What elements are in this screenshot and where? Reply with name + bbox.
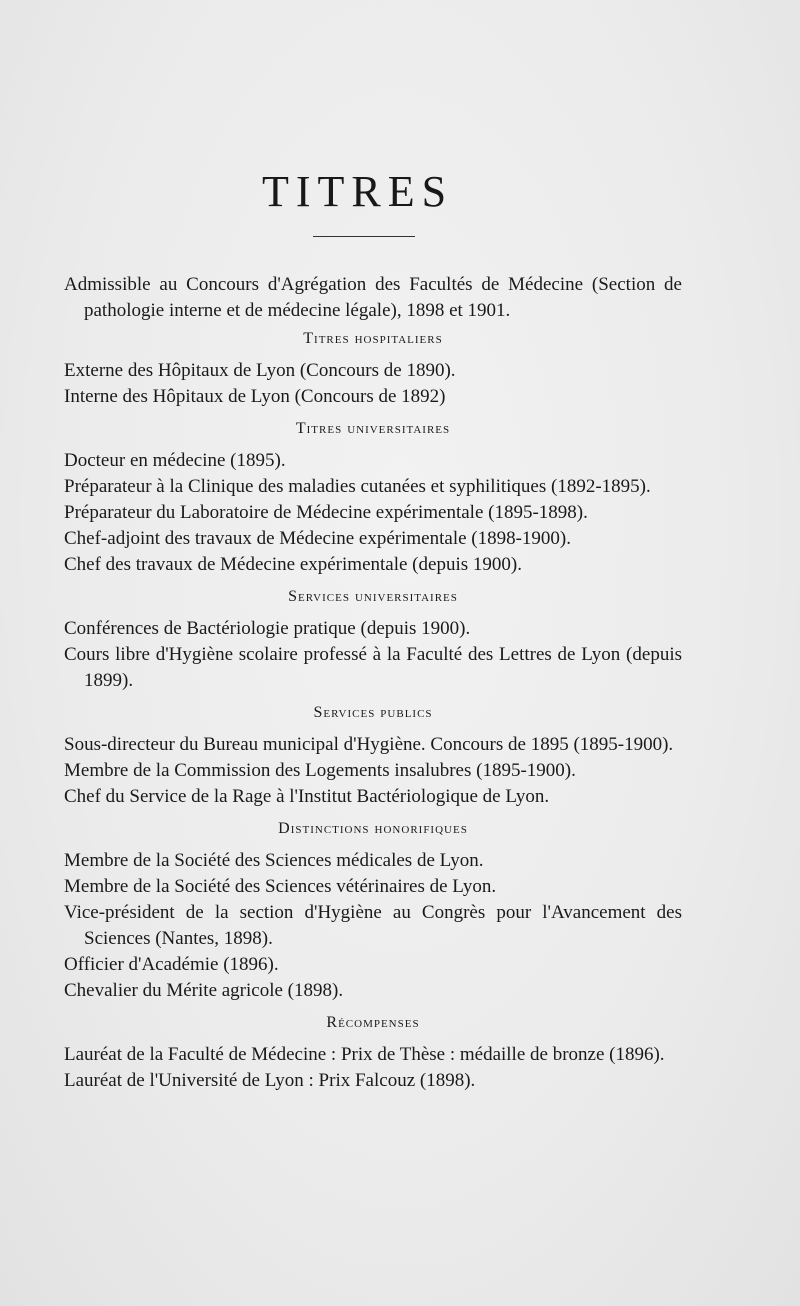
section-heading: Récompenses <box>326 1014 420 1031</box>
list-item: Lauréat de la Faculté de Médecine : Prix de Thèse : médaille de bronze (1896). <box>64 1044 665 1065</box>
section-heading: Titres universitaires <box>295 420 451 437</box>
section-recompenses <box>64 1012 682 1094</box>
section-heading: Titres hospitaliers <box>303 330 443 347</box>
section-heading: Distinctions honorifiques <box>278 820 468 837</box>
list-item: Préparateur du Laboratoire de Médecine expérimentale (1895-1898). <box>64 502 588 523</box>
list-item: Membre de la Société des Sciences vétérinaires de Lyon. <box>64 876 497 897</box>
list-item: Sous-directeur du Bureau municipal d'Hygiène. Concours de 1895 (1895-1900). <box>64 734 674 755</box>
list-item: Interne des Hôpitaux de Lyon (Concours de 1892) <box>64 386 446 407</box>
list-item: Docteur en médecine (1895). <box>64 450 286 471</box>
list-item: Membre de la Commission des Logements insalubres (1895-1900). <box>64 760 576 781</box>
list-item: Chef des travaux de Médecine expérimentale (depuis 1900). <box>64 554 522 575</box>
list-item: Cours libre d'Hygiène scolaire professé à la Faculté des Lettres de Lyon (depuis 1899). <box>64 644 682 691</box>
section-heading: Services publics <box>313 704 433 721</box>
section-distinctions-honorifiques <box>64 818 682 1004</box>
page-title: TITRES <box>261 167 454 216</box>
title-divider <box>313 236 415 237</box>
section-heading: Services universitaires <box>288 588 458 605</box>
list-item: Chef-adjoint des travaux de Médecine expérimentale (1898-1900). <box>64 528 572 549</box>
list-item: Chef du Service de la Rage à l'Institut Bactériologique de Lyon. <box>64 786 550 807</box>
section-services-publics <box>64 702 682 810</box>
section-titres-hospitaliers <box>64 328 682 410</box>
intro-entry: Admissible au Concours d'Agrégation des Facultés de Médecine (Section de pathologie interne et de médecine légale), 1898 et 1901. <box>64 274 682 321</box>
section-services-universitaires <box>64 586 682 694</box>
list-item: Chevalier du Mérite agricole (1898). <box>64 980 344 1001</box>
list-item: Vice-président de la section d'Hygiène au Congrès pour l'Avancement des Sciences (Nantes, 1898). <box>64 902 682 949</box>
document-body <box>64 272 682 1094</box>
list-item: Préparateur à la Clinique des maladies cutanées et syphilitiques (1892-1895). <box>64 476 651 497</box>
list-item: Conférences de Bactériologie pratique (depuis 1900). <box>64 618 471 639</box>
list-item: Membre de la Société des Sciences médicales de Lyon. <box>64 850 484 871</box>
list-item: Officier d'Académie (1896). <box>64 954 279 975</box>
list-item: Externe des Hôpitaux de Lyon (Concours de 1890). <box>64 360 456 381</box>
list-item: Lauréat de l'Université de Lyon : Prix Falcouz (1898). <box>64 1070 476 1091</box>
section-titres-universitaires <box>64 418 682 578</box>
